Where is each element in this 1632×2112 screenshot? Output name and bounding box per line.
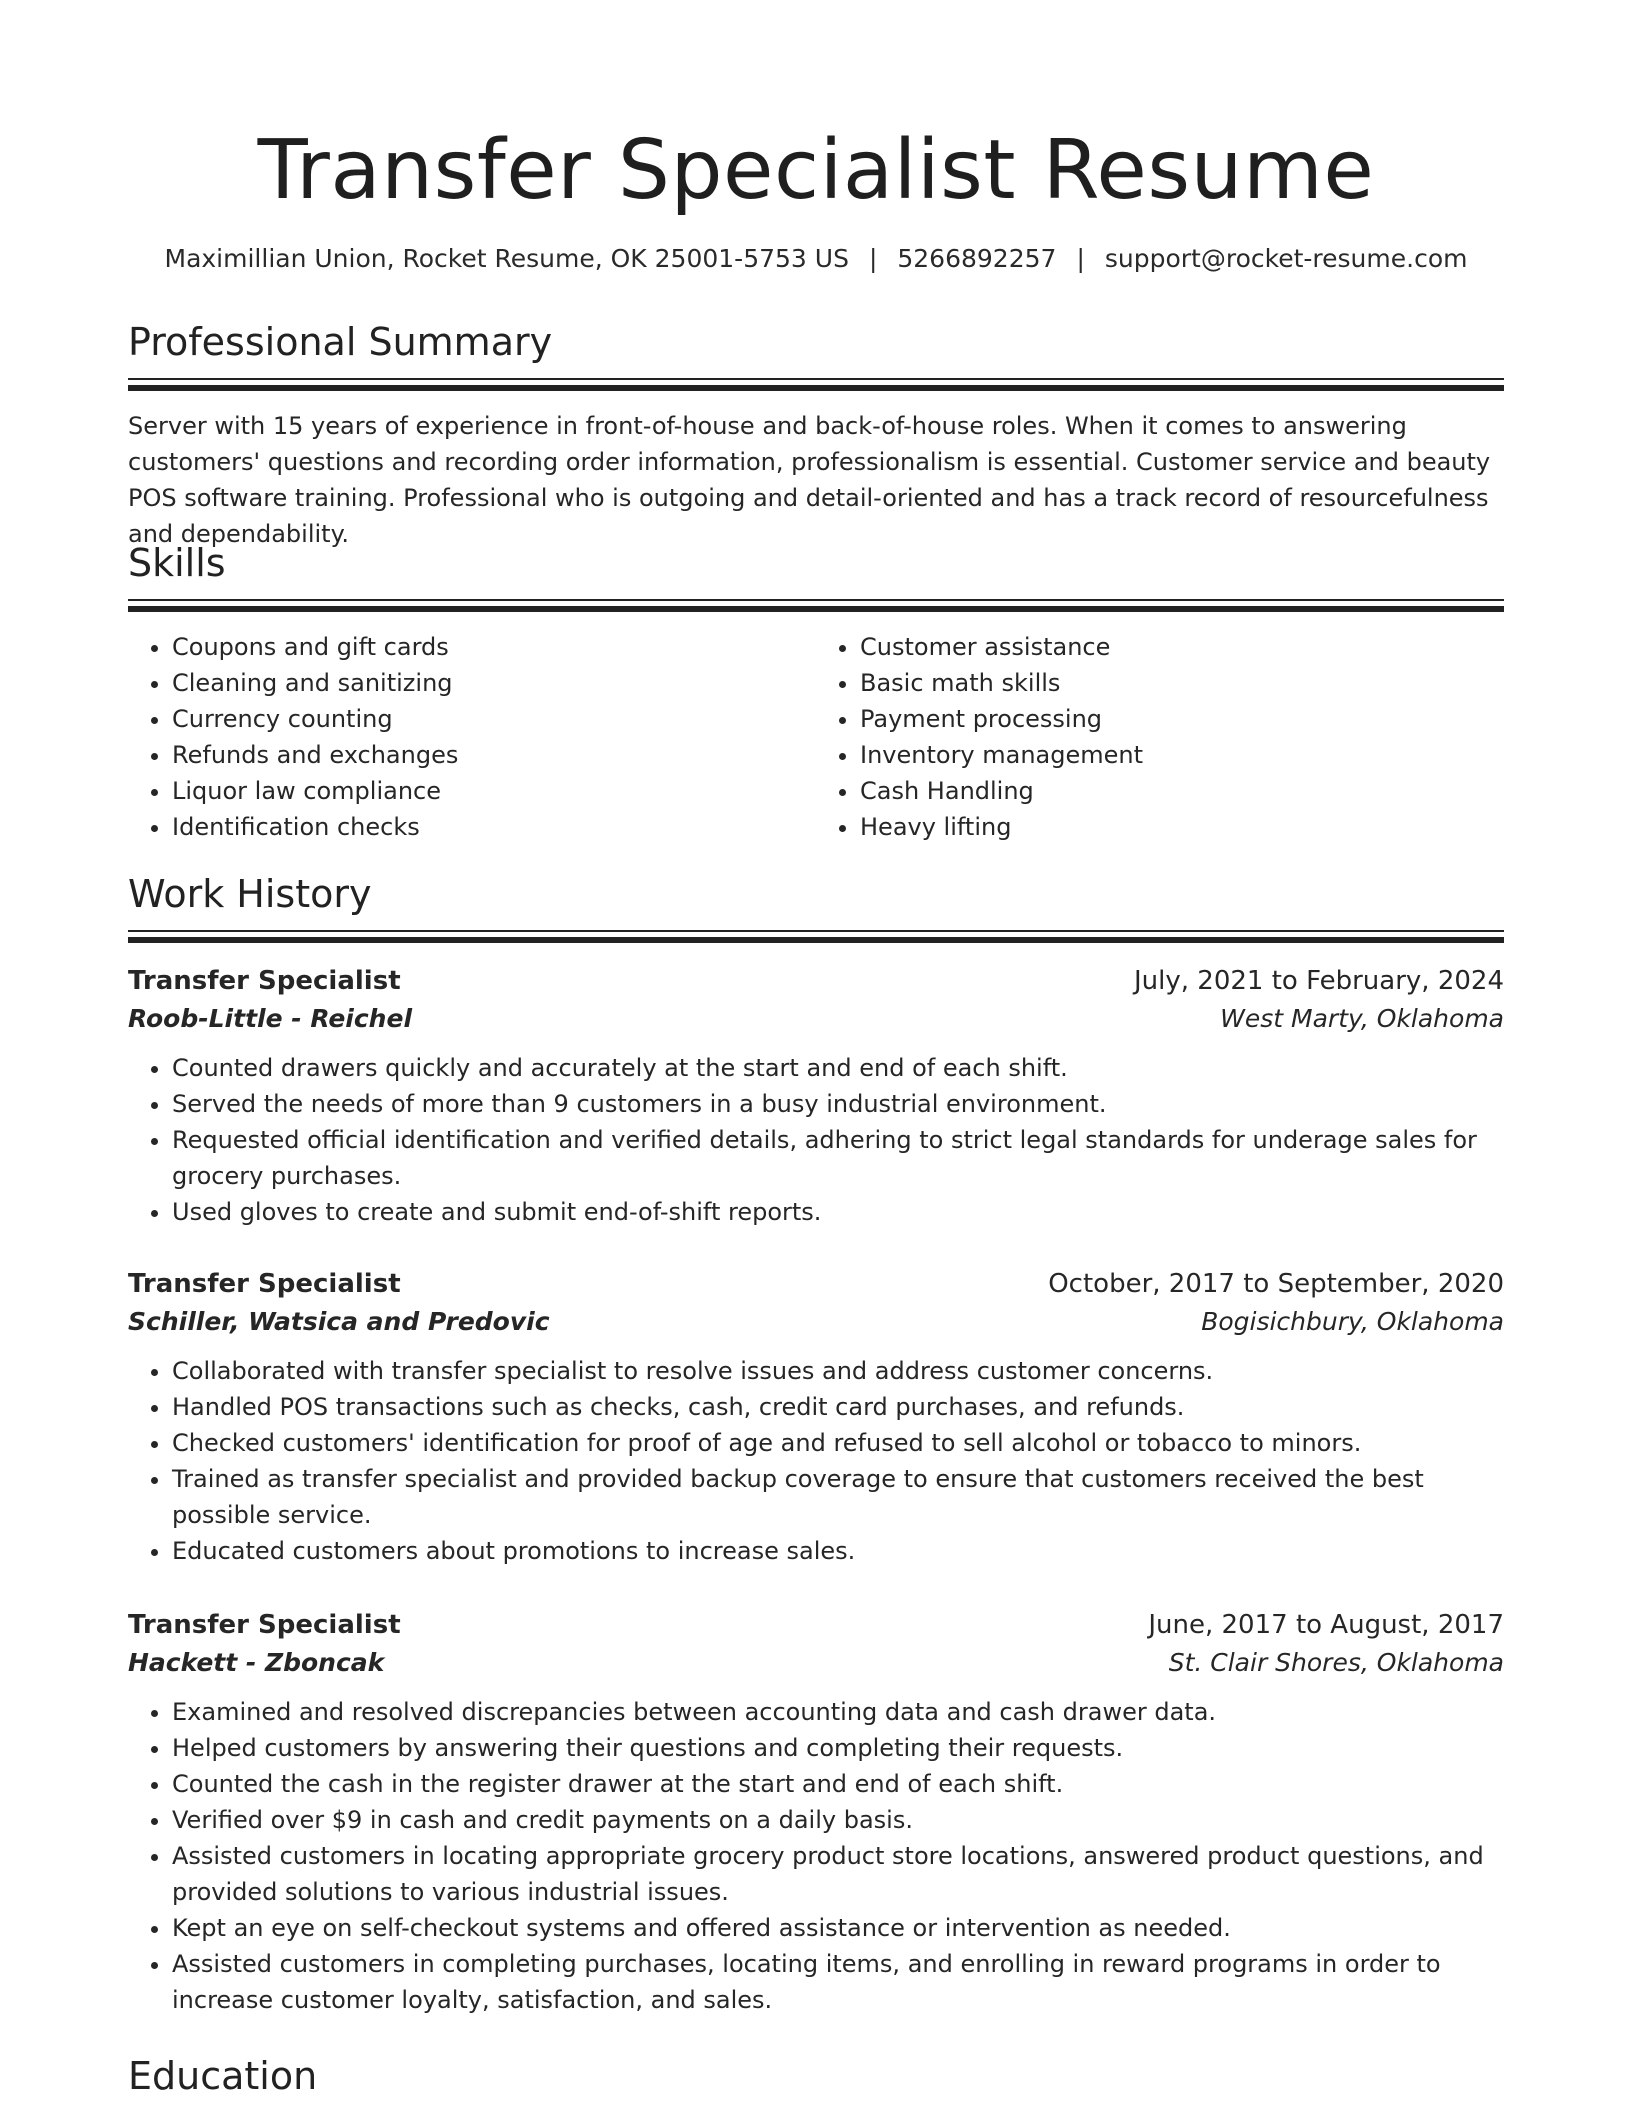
job-company: Hackett - Zboncak (128, 1648, 385, 1677)
job-title: Transfer Specialist (128, 1269, 401, 1299)
job-bullet: • Used gloves to create and submit end-of-shift reports. (172, 1194, 1504, 1230)
job-company: Schiller, Watsica and Predovic (128, 1307, 550, 1336)
job-entry (128, 1265, 1504, 1569)
job-bullet: • Helped customers by answering their questions and completing their requests. (172, 1730, 1504, 1766)
job-bullet: • Trained as transfer specialist and provided backup coverage to ensure that customers received the best possible service. (172, 1461, 1504, 1533)
job-bullet: • Handled POS transactions such as checks, cash, credit card purchases, and refunds. (172, 1389, 1504, 1425)
summary-text: Server with 15 years of experience in front-of-house and back-of-house roles. When it comes to answering customers' questions and recording order information, professionalism is essential. Customer service and beauty POS software training. Professional who is outgoing and detail-oriented and has a track record of resourcefulness and dependability. (128, 412, 1491, 548)
job-company: Roob-Little - Reichel (128, 1004, 413, 1033)
summary-heading: Professional Summary (128, 320, 553, 364)
job-dates: October, 2017 to September, 2020 (1048, 1269, 1504, 1299)
skill-item: • Currency counting (172, 701, 816, 737)
skill-item: • Cleaning and sanitizing (172, 665, 816, 701)
section-rule (128, 599, 1504, 613)
skill-item: • Refunds and exchanges (172, 737, 816, 773)
summary-section (128, 320, 1504, 552)
skills-list-left (128, 629, 816, 845)
job-bullet: • Assisted customers in locating appropriate grocery product store locations, answered product questions, and provided solutions to various industrial issues. (172, 1838, 1504, 1910)
skill-item: • Inventory management (860, 737, 1504, 773)
job-bullets (128, 1050, 1504, 1230)
job-title: Transfer Specialist (128, 966, 401, 996)
job-location: Bogisichbury, Oklahoma (1201, 1307, 1504, 1336)
skill-item: • Heavy lifting (860, 809, 1504, 845)
job-bullet: • Counted the cash in the register drawer at the start and end of each shift. (172, 1766, 1504, 1802)
job-entry (128, 962, 1504, 1230)
job-bullet: • Assisted customers in completing purchases, locating items, and enrolling in reward programs in order to increase customer loyalty, satisfaction, and sales. (172, 1946, 1504, 2018)
education-heading: Education (128, 2054, 318, 2098)
skill-item: • Cash Handling (860, 773, 1504, 809)
skills-section (128, 541, 1504, 845)
skill-item: • Identification checks (172, 809, 816, 845)
job-bullet: • Verified over $9 in cash and credit payments on a daily basis. (172, 1802, 1504, 1838)
job-bullet: • Checked customers' identification for proof of age and refused to sell alcohol or tobacco to minors. (172, 1425, 1504, 1461)
job-bullet: • Educated customers about promotions to increase sales. (172, 1533, 1504, 1569)
job-bullet: • Kept an eye on self-checkout systems and offered assistance or intervention as needed. (172, 1910, 1504, 1946)
page-title: Transfer Specialist Resume (257, 123, 1375, 218)
education-section (128, 2054, 1504, 2098)
job-dates: July, 2021 to February, 2024 (1134, 966, 1504, 996)
skill-item: • Coupons and gift cards (172, 629, 816, 665)
skills-columns (128, 629, 1504, 845)
job-bullet: • Served the needs of more than 9 customers in a busy industrial environment. (172, 1086, 1504, 1122)
contact-phone: 5266892257 (897, 244, 1057, 273)
contact-line (128, 244, 1504, 273)
skill-item: • Customer assistance (860, 629, 1504, 665)
skill-item: • Liquor law compliance (172, 773, 816, 809)
job-location: West Marty, Oklahoma (1220, 1004, 1504, 1033)
section-rule (128, 378, 1504, 392)
job-location: St. Clair Shores, Oklahoma (1168, 1648, 1504, 1677)
skill-item: • Basic math skills (860, 665, 1504, 701)
job-bullet: • Counted drawers quickly and accurately at the start and end of each shift. (172, 1050, 1504, 1086)
work-history-heading: Work History (128, 872, 372, 916)
contact-separator: | (868, 244, 878, 273)
section-rule (128, 930, 1504, 944)
job-bullet: • Requested official identification and verified details, adhering to strict legal standards for underage sales for grocery purchases. (172, 1122, 1504, 1194)
contact-address: Maximillian Union, Rocket Resume, OK 25001-5753 US (164, 244, 849, 273)
skill-item: • Payment processing (860, 701, 1504, 737)
contact-separator: | (1076, 244, 1085, 273)
contact-email: support@rocket-resume.com (1104, 244, 1468, 273)
job-title: Transfer Specialist (128, 1610, 401, 1640)
job-bullets (128, 1353, 1504, 1569)
job-dates: June, 2017 to August, 2017 (1148, 1610, 1504, 1640)
job-bullets (128, 1694, 1504, 2018)
job-bullet: • Examined and resolved discrepancies between accounting data and cash drawer data. (172, 1694, 1504, 1730)
skills-heading: Skills (128, 541, 226, 585)
work-history-section (128, 872, 1504, 944)
skills-list-right (816, 629, 1504, 845)
job-bullet: • Collaborated with transfer specialist to resolve issues and address customer concerns. (172, 1353, 1504, 1389)
job-entry (128, 1606, 1504, 2018)
